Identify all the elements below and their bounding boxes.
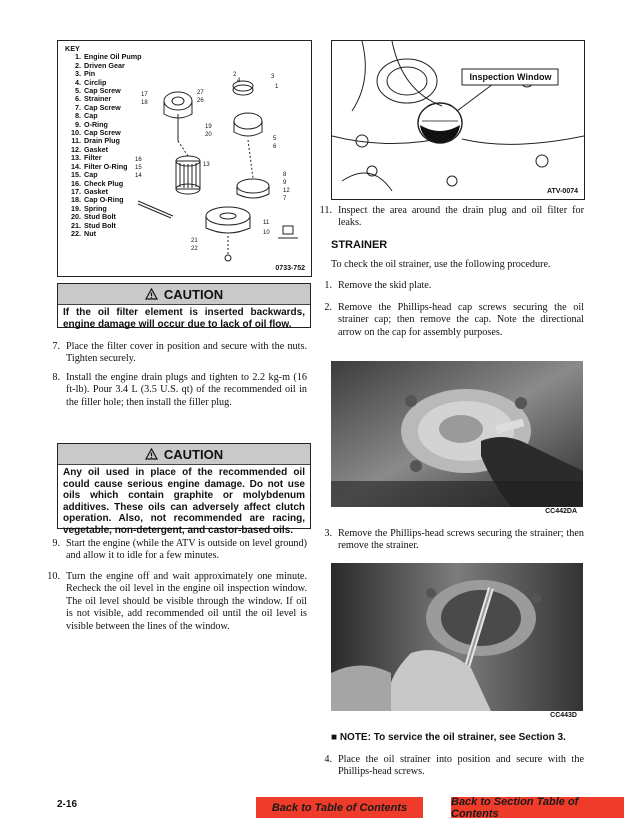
key-item-number: 19. (71, 203, 81, 213)
key-title: KEY (65, 44, 80, 53)
step-text: Install the engine drain plugs and tighten to 2.2 kg-m (16 ft-lb). Pour 3.4 L (3.5 U.S. qt) of the recommended oil in the filler hole; then install the filler plug. (66, 372, 307, 408)
key-item-label: Driven Gear (84, 60, 125, 70)
key-item-number: 20. (71, 212, 81, 222)
callout-5: 5 (273, 136, 277, 142)
photo2-code: CC443D (550, 712, 577, 719)
step-number: 2. (324, 302, 332, 313)
caution-text: If the oil filter element is inserted backwards, engine damage will occur due to lack of oil flow. (63, 307, 305, 330)
callout-14: 14 (135, 173, 142, 179)
key-item-number: 3. (75, 69, 81, 79)
note-bullet: ■ (331, 732, 338, 743)
callout-21: 21 (191, 238, 198, 244)
note-text: NOTE: To service the oil strainer, see Section 3. (339, 732, 566, 743)
strainer-intro: To check the oil strainer, use the following procedure. (331, 259, 551, 270)
oil-level-fill (420, 125, 460, 143)
step-number: 10. (47, 571, 60, 582)
key-item-label: Cap Screw (84, 128, 121, 138)
key-item-label: Stud Bolt (84, 212, 116, 222)
step-8 (40, 372, 307, 409)
callout-4: 4 (237, 78, 241, 84)
key-item-number: 21. (71, 220, 81, 230)
strainer-step-1 (312, 280, 584, 292)
callout-10: 10 (263, 230, 270, 236)
figure2-code: ATV-0074 (547, 188, 578, 195)
warning-triangle-icon (145, 288, 158, 300)
callout-27: 27 (197, 90, 204, 96)
key-item-number: 12. (71, 144, 81, 154)
caution-title: CAUTION (163, 446, 224, 462)
step-text: Inspect the area around the drain plug and oil filter for leaks. (338, 205, 584, 229)
step-number: 11. (319, 205, 332, 216)
key-item-label: Nut (84, 228, 96, 238)
strainer-removal-photo (331, 563, 583, 723)
strainer-cap-photo (331, 361, 583, 519)
page-number: 2-16 (57, 799, 78, 810)
key-item-label: Gasket (84, 144, 108, 154)
key-item-label: Cap Screw (84, 102, 121, 112)
key-item-number: 13. (71, 153, 81, 163)
step-text: Turn the engine off and wait approximately one minute. Recheck the oil level in the engine oil inspection window. The oil level should be visible through the window. If oil is not visible, add recommended oil until the oil level is visible between the lines of the window. (66, 571, 307, 632)
caution-text: Any oil used in place of the recommended oil could cause serious engine damage. Do not use oils which contain graphite or molybdenum additives. These oils can adversely affect clutch operation. Also, not recommended are racing, vegetable, non-detergent, and castor-based oils. (63, 467, 305, 536)
step-number: 7. (52, 341, 60, 352)
caution-title: CAUTION (163, 286, 224, 302)
key-item-number: 1. (75, 52, 81, 62)
key-item-number: 2. (75, 60, 81, 70)
callout-22: 22 (191, 246, 198, 252)
callout-1: 1 (275, 84, 279, 90)
callout-2: 2 (233, 72, 237, 78)
step-7 (40, 341, 307, 366)
step-text: Remove the skid plate. (338, 280, 432, 291)
figure-key (65, 45, 142, 238)
key-item-label: Strainer (84, 94, 112, 104)
key-item-number: 9. (75, 119, 81, 129)
figure1-code: 0733-752 (275, 265, 305, 272)
back-to-section-toc-button[interactable]: Back to Section Table of Contents (451, 797, 624, 818)
step-text: Remove the Phillips-head screws securing the strainer; then remove the strainer. (338, 528, 584, 552)
key-item-label: Cap (84, 170, 98, 180)
callout-3: 3 (271, 74, 275, 80)
step-number: 4. (324, 754, 332, 765)
key-item-number: 17. (71, 186, 81, 196)
strainer-step-2 (312, 302, 584, 339)
section-heading-strainer: STRAINER (331, 239, 388, 251)
service-note (331, 732, 583, 743)
key-item-label: Check Plug (84, 178, 124, 188)
step-number: 3. (324, 528, 332, 539)
key-item-number: 10. (71, 128, 81, 138)
key-item (65, 230, 142, 238)
key-item-label: Stud Bolt (84, 220, 116, 230)
step-text: Start the engine (while the ATV is outside on level ground) and allow it to idle for a few minutes. (66, 538, 307, 562)
callout-12: 12 (283, 188, 290, 194)
callout-16: 16 (135, 157, 142, 163)
key-item-number: 4. (75, 77, 81, 87)
key-item-number: 6. (75, 94, 81, 104)
photo1-code: CC442DA (545, 508, 577, 515)
strainer-cap-image (331, 361, 583, 519)
step-number: 1. (324, 280, 332, 291)
callout-20: 20 (205, 132, 212, 138)
key-item-label: Drain Plug (84, 136, 120, 146)
key-item-label: Cap (84, 111, 98, 121)
key-item-label: Gasket (84, 186, 108, 196)
exploded-diagram (133, 66, 308, 266)
key-item-number: 15. (71, 170, 81, 180)
callout-19: 19 (205, 124, 212, 130)
key-item-label: Filter O-Ring (84, 161, 128, 171)
key-item-number: 11. (71, 136, 81, 146)
key-item-label: Cap O-Ring (84, 195, 124, 205)
callout-7: 7 (283, 196, 287, 202)
callout-9: 9 (283, 180, 287, 186)
key-item-number: 5. (75, 86, 81, 96)
caution-box-filter (57, 283, 311, 328)
step-number: 8. (52, 372, 60, 383)
key-item-label: Engine Oil Pump (84, 52, 142, 62)
key-item-label: O-Ring (84, 119, 108, 129)
step-text: Place the oil strainer into position and secure with the Phillips-head screws. (338, 754, 584, 778)
callout-8: 8 (283, 172, 287, 178)
caution-box-oil (57, 443, 311, 536)
caution-header (58, 284, 310, 305)
callout-17: 17 (141, 92, 148, 98)
strainer-step-3 (312, 528, 584, 553)
callout-13: 13 (203, 162, 210, 168)
back-to-toc-button[interactable]: Back to Table of Contents (256, 797, 423, 818)
key-item-number: 22. (71, 228, 81, 238)
callout-6: 6 (273, 144, 277, 150)
caution-header (58, 444, 310, 465)
step-10 (40, 571, 307, 633)
strainer-removal-image (331, 563, 583, 723)
key-item-number: 8. (75, 111, 81, 121)
step-text: Remove the Phillips-head cap screws securing the oil strainer cap; then remove the cap. Note the directional arrow on the cap for assembly purposes. (338, 302, 584, 338)
oil-pump-exploded-figure (57, 40, 312, 277)
callout-26: 26 (197, 98, 204, 104)
key-item-label: Pin (84, 69, 96, 79)
warning-triangle-icon (145, 448, 158, 460)
key-item-label: Filter (84, 153, 102, 163)
callout-15: 15 (135, 165, 142, 171)
step-number: 9. (52, 538, 60, 549)
callout-11: 11 (263, 220, 270, 226)
key-item-label: Spring (84, 203, 107, 213)
key-item-number: 14. (71, 161, 81, 171)
key-item-number: 16. (71, 178, 81, 188)
key-item-label: Cap Screw (84, 86, 121, 96)
inspection-window-drawing (332, 41, 584, 199)
step-11 (312, 205, 584, 230)
strainer-step-4 (312, 754, 584, 779)
key-item-number: 18. (71, 195, 81, 205)
step-9 (40, 538, 307, 563)
key-item-number: 7. (75, 102, 81, 112)
key-item-label: Circlip (84, 77, 107, 87)
inspection-window-figure (331, 40, 585, 200)
callout-18: 18 (141, 100, 148, 106)
step-text: Place the filter cover in position and secure with the nuts. Tighten securely. (66, 341, 307, 365)
inspection-window-label: Inspection Window (469, 72, 552, 82)
